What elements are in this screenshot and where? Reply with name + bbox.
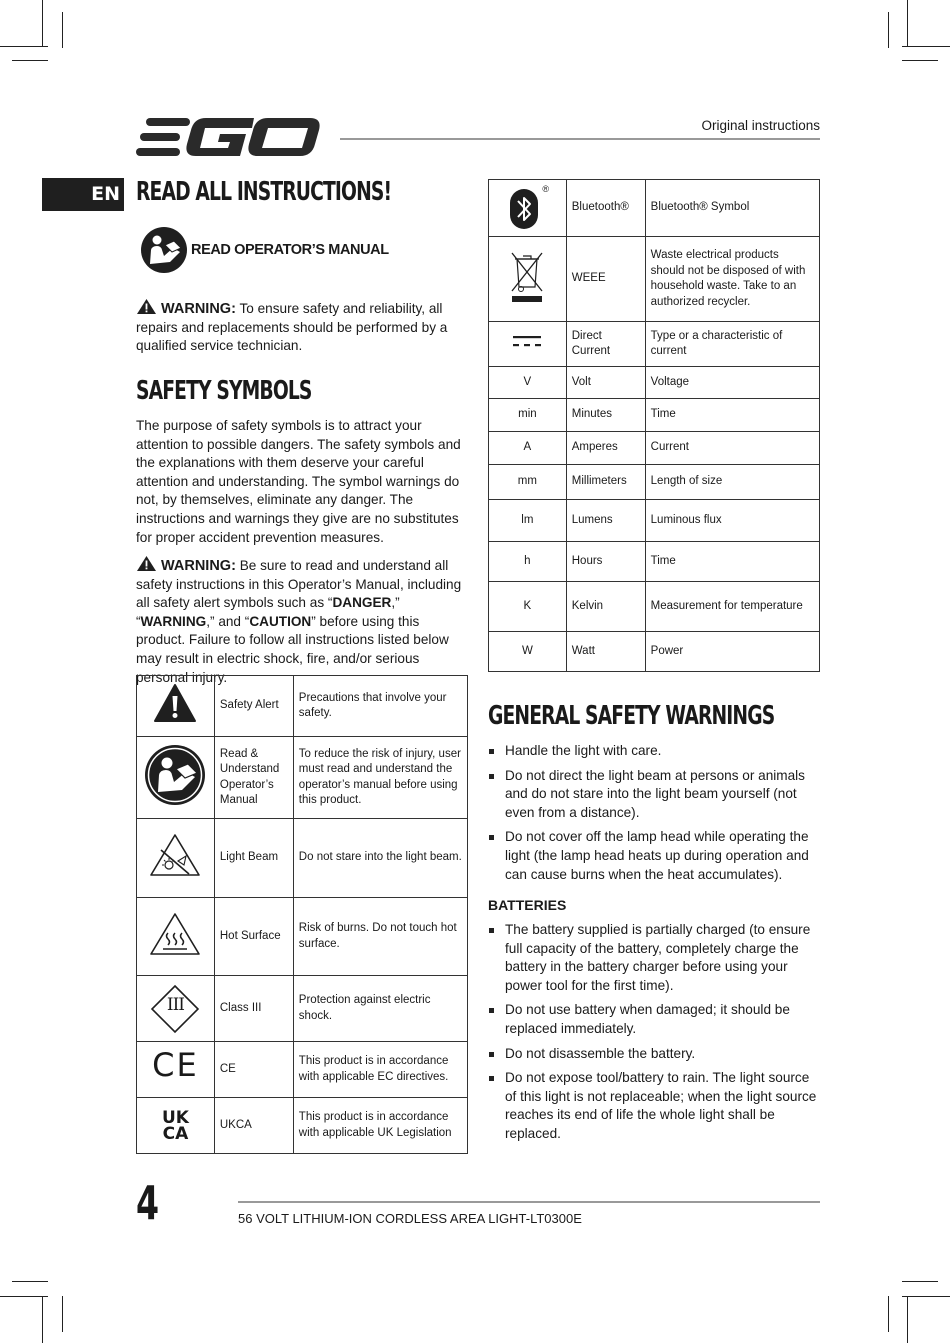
symbol-desc: Do not stare into the light beam. (293, 819, 467, 898)
light-beam-icon (137, 819, 215, 898)
header-rule (340, 138, 820, 140)
symbol-name: Hours (566, 542, 645, 582)
warning-triangle-icon (136, 298, 157, 315)
symbol-desc: Precautions that involve your safety. (293, 676, 467, 737)
unit-symbol: h (489, 542, 567, 582)
read-manual-icon (140, 226, 188, 274)
safety-alert-icon (137, 676, 215, 737)
symbol-desc: Current (645, 432, 819, 465)
units-table (488, 179, 820, 672)
crop-mark (902, 1296, 950, 1297)
crop-mark (902, 46, 950, 47)
table-row (489, 542, 820, 582)
safety-symbols-title: SAFETY SYMBOLS (136, 376, 312, 406)
crop-mark (62, 12, 63, 48)
warning-read-understand: WARNING: Be sure to read and understand all safety instructions in this Operator’s Manual, including all safety alert symbols such as “DANGER,” “WARNING,” and “CAUTION” before using this product. Failure to follow all instructions listed below may result in electric shock, fire, and/or serious personal injury. (136, 555, 471, 687)
table-row (489, 465, 820, 500)
unit-symbol: V (489, 367, 567, 399)
list-item: Do not use battery when damaged; it should be replaced immediately. (488, 1001, 822, 1038)
ego-logo (136, 116, 322, 158)
list-item: Do not direct the light beam at persons or animals and do not stare into the light beam yourself (not even from a distance). (488, 767, 822, 823)
symbol-name: Amperes (566, 432, 645, 465)
symbol-name: Volt (566, 367, 645, 399)
crop-mark (42, 0, 43, 46)
safety-symbols-table (136, 675, 468, 1154)
table-row (489, 582, 820, 632)
table-row (137, 676, 468, 737)
table-row (489, 180, 820, 237)
table-row (489, 399, 820, 432)
unit-symbol: min (489, 399, 567, 432)
symbol-desc: Time (645, 542, 819, 582)
crop-mark (62, 1296, 63, 1332)
ukca-mark-icon: UK CA (137, 1098, 215, 1154)
original-instructions: Original instructions (701, 118, 820, 133)
battery-warnings-list (488, 921, 822, 1150)
table-row (489, 432, 820, 465)
crop-mark (12, 60, 48, 61)
list-item: The battery supplied is partially charged (to ensure full capacity of the battery, completely charge the battery in the battery charger before using your power tool for the first time). (488, 921, 822, 995)
footer-product: 56 VOLT LITHIUM-ION CORDLESS AREA LIGHT-LT0300E (238, 1211, 582, 1226)
table-row (137, 1098, 468, 1154)
symbol-name: Hot Surface (214, 898, 293, 976)
bluetooth-icon: ® (489, 180, 567, 237)
list-item: Handle the light with care. (488, 742, 822, 761)
crop-mark (907, 1297, 908, 1343)
general-safety-title: GENERAL SAFETY WARNINGS (488, 701, 775, 731)
safety-symbols-text: The purpose of safety symbols is to attract your attention to possible dangers. The safety symbols and the explanations with them deserve your careful attention and understanding. The symbol warnings do not, by themselves, eliminate any danger. The instructions and warnings they give are no substitutes for proper accident prevention measures. (136, 418, 461, 545)
batteries-title: BATTERIES (488, 897, 567, 913)
symbol-name: Class III (214, 976, 293, 1042)
symbol-name: Kelvin (566, 582, 645, 632)
list-item: Do not cover off the lamp head while operating the light (the lamp head heats up during operation and can cause burns when the heat accumulates). (488, 828, 822, 884)
symbol-desc: Measurement for temperature (645, 582, 819, 632)
table-row (489, 367, 820, 399)
symbol-desc: This product is in accordance with applicable EC directives. (293, 1042, 467, 1098)
warning-reliability: WARNING: To ensure safety and reliability, all repairs and replacements should be performed by a qualified service technician. (136, 298, 468, 356)
unit-symbol: mm (489, 465, 567, 500)
symbol-name: Bluetooth® (566, 180, 645, 237)
symbol-desc: Time (645, 399, 819, 432)
crop-mark (907, 0, 908, 46)
ce-mark-icon: CE (137, 1042, 215, 1098)
crop-mark (902, 60, 938, 61)
symbol-name: Minutes (566, 399, 645, 432)
table-row (489, 322, 820, 367)
table-row (137, 737, 468, 819)
weee-bin-icon (489, 237, 567, 322)
crop-mark (902, 1281, 938, 1282)
table-row (489, 237, 820, 322)
symbol-desc: This product is in accordance with applicable UK Legislation (293, 1098, 467, 1154)
unit-symbol: A (489, 432, 567, 465)
table-row (489, 632, 820, 672)
symbol-desc: To reduce the risk of injury, user must read and understand the operator’s manual before using this product. (293, 737, 467, 819)
symbol-name: Watt (566, 632, 645, 672)
read-all-title: READ ALL INSTRUCTIONS! (136, 177, 392, 207)
page-number: 4 (136, 1176, 159, 1230)
table-row (137, 898, 468, 976)
class-iii-icon: III (137, 976, 215, 1042)
symbol-name: WEEE (566, 237, 645, 322)
warning-triangle-icon (136, 555, 157, 572)
table-row (137, 1042, 468, 1098)
table-row (137, 819, 468, 898)
language-tab: EN (42, 178, 124, 211)
unit-symbol: lm (489, 500, 567, 542)
symbol-name: Light Beam (214, 819, 293, 898)
symbol-name: Millimeters (566, 465, 645, 500)
symbol-desc: Waste electrical products should not be disposed of with household waste. Take to an authorized recycler. (645, 237, 819, 322)
symbol-name: Read & Understand Operator’s Manual (214, 737, 293, 819)
crop-mark (42, 1297, 43, 1343)
symbol-name: Safety Alert (214, 676, 293, 737)
symbol-desc: Luminous flux (645, 500, 819, 542)
crop-mark (12, 1281, 48, 1282)
list-item: Do not disassemble the battery. (488, 1045, 822, 1064)
list-item: Do not expose tool/battery to rain. The light source of this light is not replaceable; when the light source reaches its end of life the whole light shall be replaced. (488, 1069, 822, 1143)
general-warnings-list (488, 742, 822, 890)
crop-mark (0, 1296, 48, 1297)
table-row (137, 976, 468, 1042)
symbol-desc: Length of size (645, 465, 819, 500)
symbol-desc: Risk of burns. Do not touch hot surface. (293, 898, 467, 976)
symbol-desc: Type or a characteristic of current (645, 322, 819, 367)
symbol-desc: Power (645, 632, 819, 672)
symbol-name: Direct Current (566, 322, 645, 367)
symbol-desc: Protection against electric shock. (293, 976, 467, 1042)
crop-mark (888, 12, 889, 48)
unit-symbol: W (489, 632, 567, 672)
symbol-name: UKCA (214, 1098, 293, 1154)
read-manual-label: READ OPERATOR’S MANUAL (191, 242, 389, 258)
symbol-desc: Voltage (645, 367, 819, 399)
table-row (489, 500, 820, 542)
direct-current-icon (489, 322, 567, 367)
read-manual-icon (137, 737, 215, 819)
crop-mark (0, 46, 48, 47)
unit-symbol: K (489, 582, 567, 632)
symbol-desc: Bluetooth® Symbol (645, 180, 819, 237)
crop-mark (888, 1296, 889, 1332)
symbol-name: Lumens (566, 500, 645, 542)
hot-surface-icon (137, 898, 215, 976)
symbol-name: CE (214, 1042, 293, 1098)
footer-rule (238, 1201, 820, 1203)
